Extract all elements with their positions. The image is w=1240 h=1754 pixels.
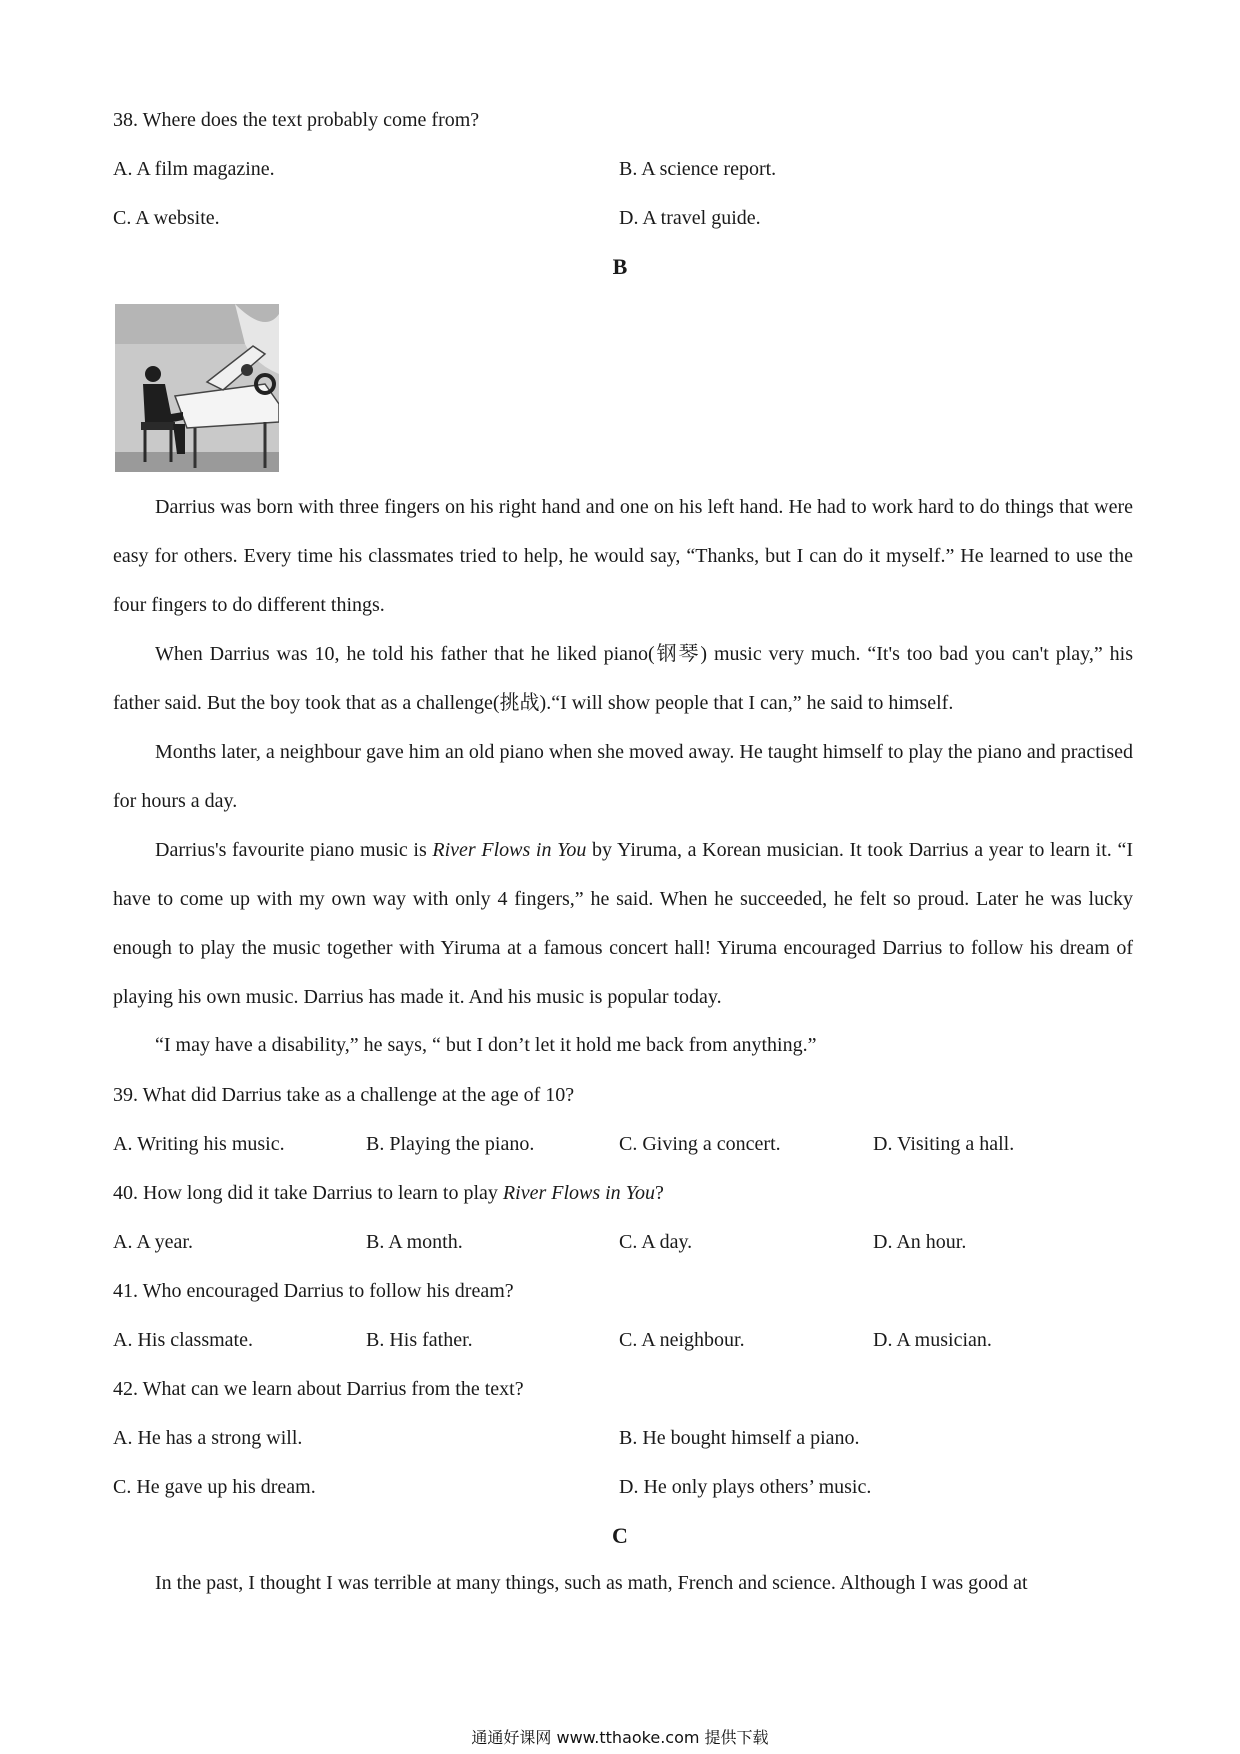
option-d: D. An hour. (873, 1231, 967, 1253)
paragraph-4-text-end: by Yiruma, a Korean musician. It took Darrius a year to learn it. “I have to come up with my own way with only 4 fingers,” he said. When he succeeded, he felt so proud. Later he was lucky enough to play the music together with Yiruma at a famous concert hall! Yiruma encouraged Darrius to follow his dream of playing his own music. Darrius has made it. And his music is popular today. (113, 839, 1133, 1008)
option-c: C. A website. (113, 207, 220, 229)
option-c: C. A neighbour. (619, 1329, 745, 1351)
option-b: B. Playing the piano. (366, 1133, 535, 1155)
option-c: C. A day. (619, 1231, 693, 1253)
option-a: A. A film magazine. (113, 158, 275, 180)
question-40-text-start: 40. How long did it take Darrius to learn to play (113, 1182, 503, 1204)
option-b: B. A month. (366, 1231, 463, 1253)
passage-c-paragraph-1: In the past, I thought I was terrible at many things, such as math, French and science. Although I was good at (155, 1572, 1028, 1594)
question-39: 39. What did Darrius take as a challenge at the age of 10? (113, 1084, 575, 1106)
question-40 (113, 1180, 664, 1206)
option-a: A. A year. (113, 1231, 193, 1253)
option-b: B. He bought himself a piano. (619, 1427, 860, 1449)
passage-b-paragraph-1: Darrius was born with three fingers on his right hand and one on his left hand. He had to work hard to do things that were easy for others. Every time his classmates tried to help, he would say, “Thanks, but I can do it myself.” He learned to use the four fingers to do different things. (113, 496, 1133, 616)
option-d: D. A musician. (873, 1329, 992, 1351)
passage-b-paragraph-3: Months later, a neighbour gave him an old piano when she moved away. He taught himself to play the piano and practised for hours a day. (113, 741, 1133, 812)
option-c: C. Giving a concert. (619, 1133, 781, 1155)
question-41: 41. Who encouraged Darrius to follow his dream? (113, 1280, 514, 1302)
section-heading-c: C (612, 1523, 628, 1548)
option-c: C. He gave up his dream. (113, 1476, 316, 1498)
section-heading-b: B (612, 254, 628, 279)
option-b: B. His father. (366, 1329, 473, 1351)
option-d: D. A travel guide. (619, 207, 761, 229)
piano-player-illustration-icon (115, 304, 279, 472)
option-a: A. He has a strong will. (113, 1427, 303, 1449)
option-b: B. A science report. (619, 158, 777, 180)
option-d: D. He only plays others’ music. (619, 1476, 872, 1498)
option-d: D. Visiting a hall. (873, 1133, 1015, 1155)
passage-b-paragraph-2: When Darrius was 10, he told his father that he liked piano(钢琴) music very much. “It's too bad you can't play,” his father said. But the boy took that as a challenge(挑战).“I will show people that I can,” he said to himself. (113, 643, 1133, 714)
option-a: A. His classmate. (113, 1329, 253, 1351)
question-38: 38. Where does the text probably come from? (113, 109, 480, 131)
option-a: A. Writing his music. (113, 1133, 285, 1155)
question-42: 42. What can we learn about Darrius from the text? (113, 1378, 524, 1400)
question-40-song-title: River Flows in You (502, 1182, 655, 1204)
song-title: River Flows in You (432, 839, 587, 861)
paragraph-4-text-start: Darrius's favourite piano music is (155, 839, 433, 861)
passage-b-paragraph-4 (113, 826, 1133, 1022)
footer-watermark: 通通好课网 www.tthaoke.com 提供下载 (471, 1728, 769, 1747)
passage-b-paragraph-5: “I may have a disability,” he says, “ but I don’t let it hold me back from anything.” (155, 1034, 817, 1056)
question-40-text-end: ? (654, 1182, 664, 1204)
